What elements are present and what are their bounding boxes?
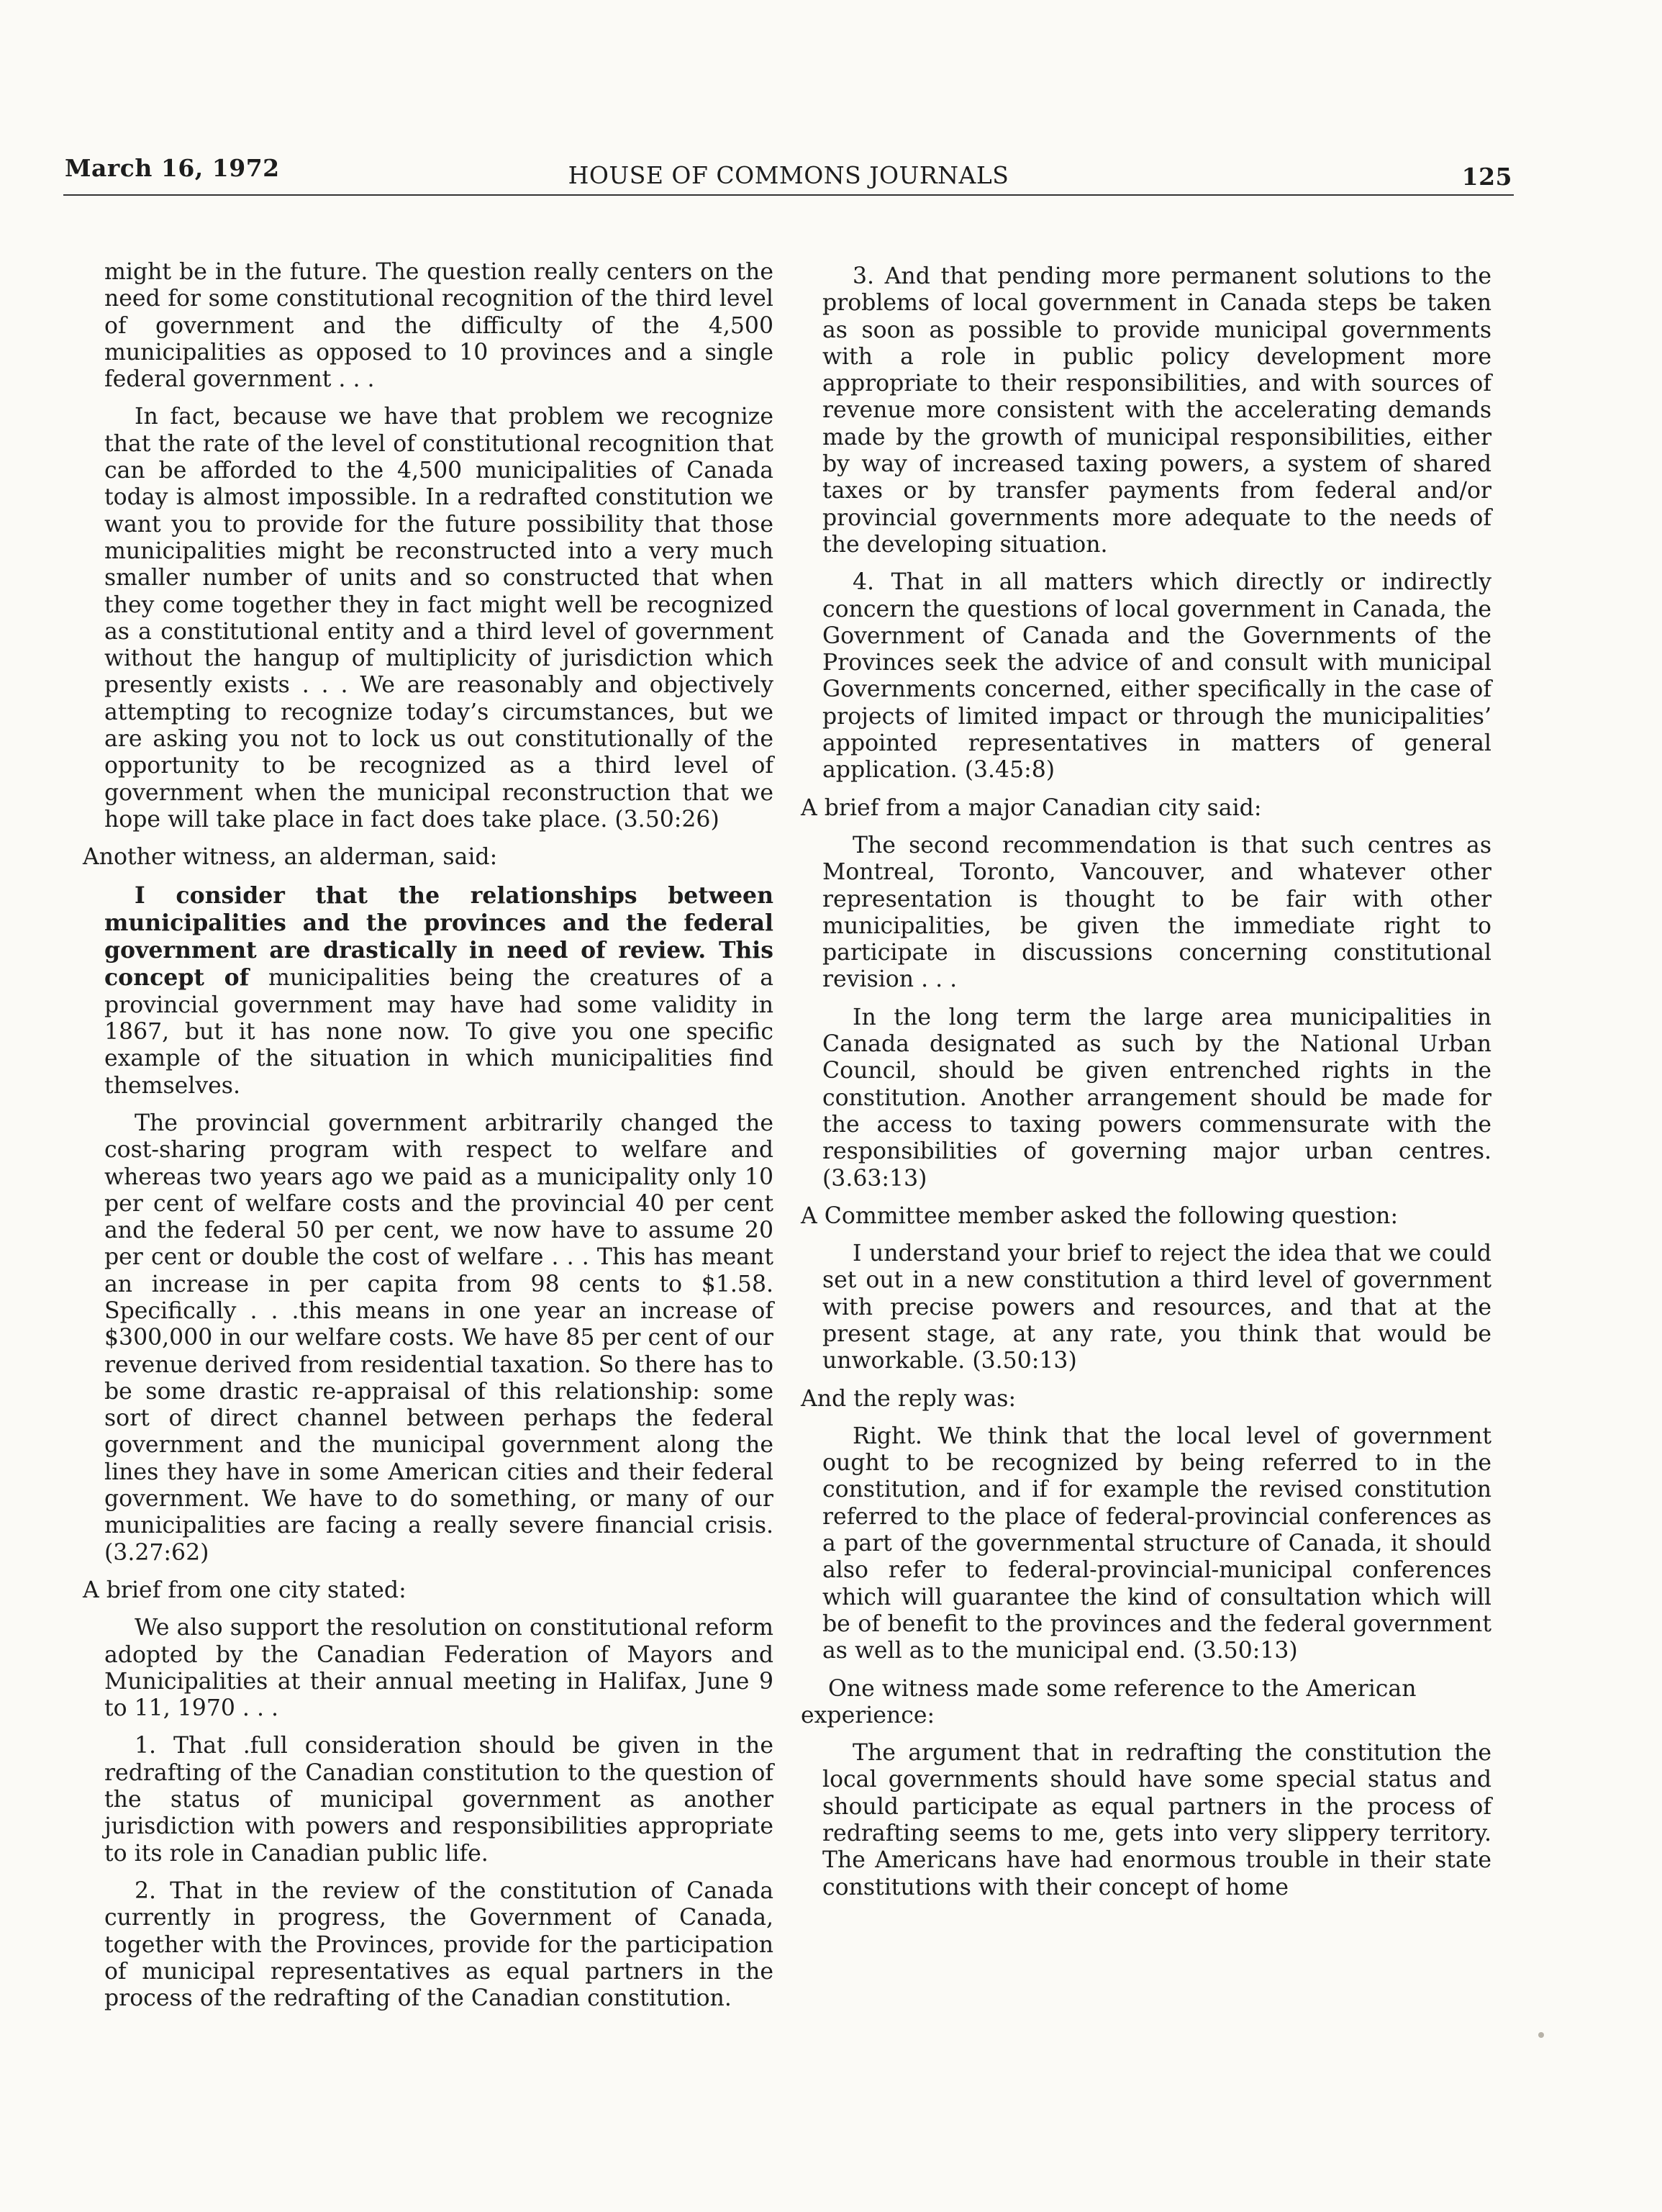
left-paragraph-1: might be in the future. The question really centers on the need for some constitutional recognition of the third level of government and the difficulty of the 4,500 municipalities as opposed to 10 provinces and a single federal government . . . bbox=[104, 259, 773, 393]
header-rule bbox=[63, 194, 1514, 196]
header-page-number: 125 bbox=[1461, 163, 1512, 191]
right-paragraph-11: The argument that in redrafting the constitution the local governments should have some special status and should participate as equal partners in the process of redrafting seems to me, gets into very slippery territory. The Americans have had enormous trouble in their state constitutions with their concept of home bbox=[822, 1740, 1491, 1900]
right-paragraph-6: A Committee member asked the following question: bbox=[801, 1202, 1399, 1229]
page-header bbox=[63, 151, 1514, 194]
left-paragraph-8: 1. That .full consideration should be given in the redrafting of the Canadian constitution to the question of the status of municipal government as another jurisdiction with powers and responsibilities appropriate to its role in Canadian public life. bbox=[104, 1733, 773, 1867]
left-paragraph-4-bold: I consider that the relationships between municipalities and the provinces and the federal government are drastically in need of review. This concept of bbox=[104, 881, 773, 992]
right-paragraph-1: 3. And that pending more permanent solutions to the problems of local government in Canada steps be taken as soon as possible to provide municipal governments with a role in public policy development more appropriate to their responsibilities, and with sources of revenue more consistent with the accelerating demands made by the growth of municipal responsibilities, either by way of increased taxing powers, a system of shared taxes or by transfer payments from federal and/or provincial governments more adequate to the needs of the developing situation. bbox=[822, 263, 1491, 558]
left-paragraph-3: Another witness, an alderman, said: bbox=[83, 844, 498, 871]
right-paragraph-5: In the long term the large area municipalities in Canada designated as such by the National Urban Council, should be given entrenched rights in the constitution. Another arrangement should be made for the access to taxing powers commensurate with the responsibilities of governing major urban centres. (3.63:13) bbox=[822, 1004, 1491, 1192]
left-paragraph-7: We also support the resolution on constitutional reform adopted by the Canadian Federation of Mayors and Municipalities at their annual meeting in Halifax, June 9 to 11, 1970 . . . bbox=[104, 1615, 773, 1722]
left-paragraph-4 bbox=[83, 882, 773, 1100]
paper-speck bbox=[1538, 2032, 1544, 2038]
left-paragraph-5: The provincial government arbitrarily changed the cost-sharing program with respect to welfare and whereas two years ago we paid as a municipality only 10 per cent of welfare costs and the provincial 40 per cent and the federal 50 per cent, we now have to assume 20 per cent or double the cost of welfare . . . This has meant an increase in per capita from 98 cents to $1.58. Specifically . . .this means in one year an increase of $300,000 in our welfare costs. We have 85 per cent of our revenue derived from residential taxation. So there has to be some drastic re-appraisal of this relationship: some sort of direct channel between perhaps the federal government and the municipal government along the lines they have in some American cities and their federal government. We have to do something, or many of our municipalities are facing a really severe financial crisis. (3.27:62) bbox=[104, 1110, 773, 1566]
right-paragraph-9: Right. We think that the local level of government ought to be recognized by being referred to in the constitution, and if for example the revised constitution referred to the place of federal-provincial conferences as a part of the governmental structure of Canada, it should also refer to federal-provincial-municipal conferences which will guarantee the kind of consultation which will be of benefit to the provinces and the federal government as well as to the municipal end. (3.50:13) bbox=[822, 1423, 1491, 1664]
header-date: March 16, 1972 bbox=[65, 154, 280, 182]
header-journal-title: HOUSE OF COMMONS JOURNALS bbox=[568, 161, 1009, 189]
left-paragraph-4-rest: municipalities being the creatures of a provincial government may have had some validity in 1867, but it has none now. To give you one specific example of the situation in which municipalities find themselves. bbox=[104, 965, 773, 1099]
left-paragraph-9: 2. That in the review of the constitution of Canada currently in progress, the Government of Canada, together with the Provinces, provide for the participation of municipal representatives as equal partners in the process of the redrafting of the Canadian constitution. bbox=[104, 1877, 773, 2012]
right-column bbox=[801, 263, 1491, 1912]
left-paragraph-6: A brief from one city stated: bbox=[83, 1577, 407, 1603]
right-paragraph-4: The second recommendation is that such centres as Montreal, Toronto, Vancouver, and whatever other representation is thought to be fair with other municipalities, be given the immediate right to participate in discussions concerning constitutional revision . . . bbox=[822, 832, 1491, 993]
right-paragraph-10: One witness made some reference to the American experience: bbox=[801, 1675, 1417, 1728]
right-paragraph-8: And the reply was: bbox=[801, 1385, 1017, 1412]
right-paragraph-7: I understand your brief to reject the idea that we could set out in a new constitution a third level of government with precise powers and resources, and that at the present stage, at any rate, you think that would be unworkable. (3.50:13) bbox=[822, 1241, 1491, 1374]
left-column bbox=[83, 259, 773, 2023]
right-paragraph-3: A brief from a major Canadian city said: bbox=[801, 794, 1262, 821]
left-paragraph-2: In fact, because we have that problem we recognize that the rate of the level of constitutional recognition that can be afforded to the 4,500 municipalities of Canada today is almost impossible. In a redrafted constitution we want you to provide for the future possibility that those municipalities might be reconstructed into a very much smaller number of units and so constructed that when they come together they in fact might well be recognized as a constitutional entity and a third level of government without the hangup of multiplicity of jurisdiction which presently exists . . . We are reasonably and objectively attempting to recognize today’s circumstances, but we are asking you not to lock us out constitutionally of the opportunity to be recognized as a third level of government when the municipal reconstruction that we hope will take place in fact does take place. (3.50:26) bbox=[104, 404, 773, 833]
right-paragraph-2: 4. That in all matters which directly or indirectly concern the questions of local government in Canada, the Government of Canada and the Governments of the Provinces seek the advice of and consult with municipal Governments concerned, either specifically in the case of projects of limited impact or through the municipalities’ appointed representatives in matters of general application. (3.45:8) bbox=[822, 569, 1491, 784]
